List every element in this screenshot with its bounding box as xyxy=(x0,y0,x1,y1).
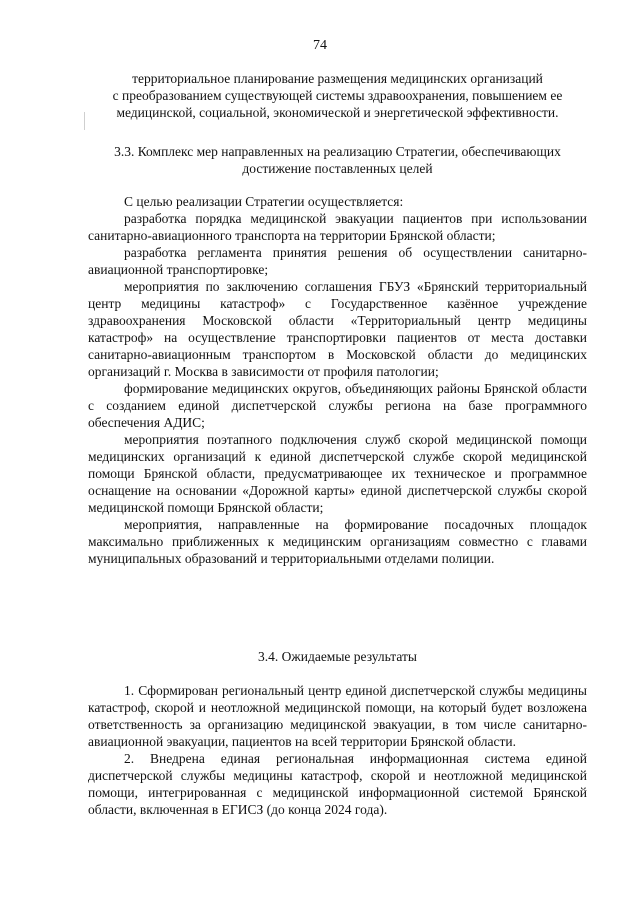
section-3-3-heading-line2: достижение поставленных целей xyxy=(242,161,433,176)
section-3-3-heading xyxy=(88,143,587,177)
page-number: 74 xyxy=(313,38,327,53)
result-item: 2. Внедрена единая региональная информационная система единой диспетчерской службы медицины катастроф, скорой и неотложной медицинской помощи, интегрированная с медицинской информационной системой Брянской области, включенная в ЕГИСЗ (до конца 2024 года). xyxy=(88,751,587,817)
intro-paragraph xyxy=(88,70,587,121)
section-3-3-heading-line1: 3.3. Комплекс мер направленных на реализацию Стратегии, обеспечивающих xyxy=(114,144,561,159)
section-3-3-body xyxy=(88,193,587,567)
measure-item: формирование медицинских округов, объединяющих районы Брянской области с созданием единой диспетчерской службы региона на базе программного обеспечения АДИС; xyxy=(88,381,587,430)
section-3-4-heading: 3.4. Ожидаемые результаты xyxy=(258,649,417,664)
margin-mark xyxy=(84,112,85,130)
measure-item: разработка порядка медицинской эвакуации пациентов при использовании санитарно-авиационного транспорта на территории Брянской области; xyxy=(88,211,587,243)
section-3-3-lead: С целью реализации Стратегии осуществляется: xyxy=(124,194,404,209)
measure-item: мероприятия, направленные на формирование посадочных площадок максимально приближенных к медицинским организациям совместно с главами муниципальных образований и территориальными отделами полиции. xyxy=(88,517,587,566)
measure-item: мероприятия по заключению соглашения ГБУЗ «Брянский территориальный центр медицины катастроф» с Государственное казённое учреждение здравоохранения Московской области «Территориальный центр медицины катастроф» на осуществление транспортировки пациентов от места доставки санитарно-авиационным транспортом в Московской области до медицинских организаций г. Москва в зависимости от профиля патологии; xyxy=(88,279,587,379)
intro-line: территориальное планирование размещения медицинских организаций xyxy=(132,71,543,86)
intro-line: с преобразованием существующей системы здравоохранения, повышением ее xyxy=(112,88,563,103)
result-item: 1. Сформирован региональный центр единой диспетчерской службы медицины катастроф, скорой и неотложной медицинской помощи, на который будет возложена ответственность за организацию медицинской эвакуации, в том числе санитарно-авиационной эвакуации, пациентов на всей территории Брянской области. xyxy=(88,683,587,749)
measure-item: разработка регламента принятия решения об осуществлении санитарно-авиационной транспортировке; xyxy=(88,245,587,277)
section-3-4-body xyxy=(88,682,587,818)
intro-line: медицинской, социальной, экономической и энергетической эффективности. xyxy=(116,105,559,120)
measure-item: мероприятия поэтапного подключения служб скорой медицинской помощи медицинских организаций к единой диспетчерской службе скорой медицинской помощи Брянской области, предусматривающее их техническое и программное оснащение на основании «Дорожной карты» единой диспетчерской службы скорой медицинской помощи Брянской области; xyxy=(88,432,587,515)
